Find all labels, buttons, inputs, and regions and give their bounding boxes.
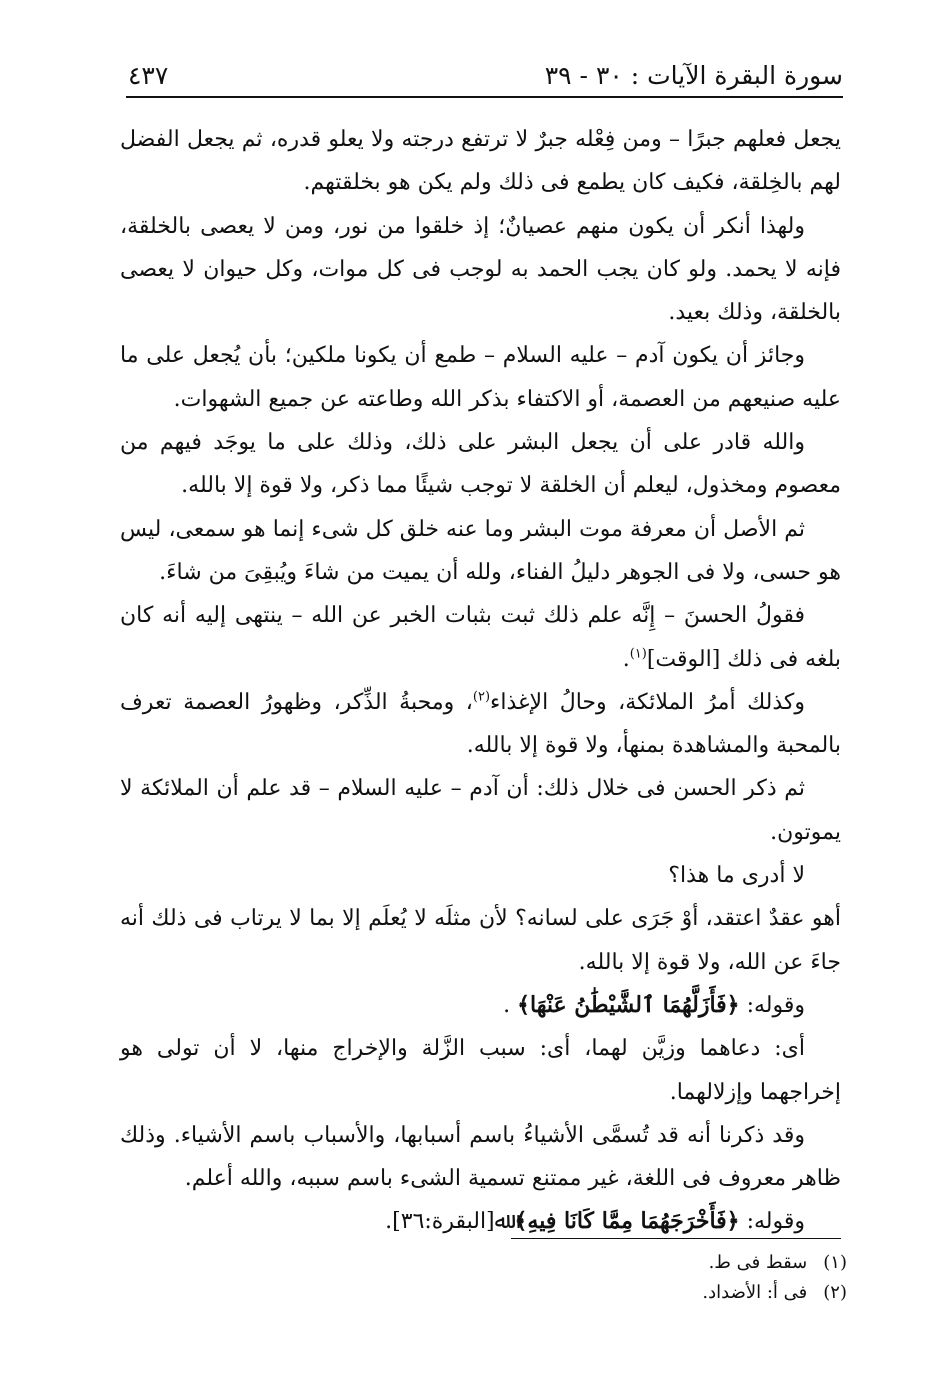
footnote	[400, 1248, 847, 1278]
footnote-text: سقط فى ط.	[708, 1252, 808, 1273]
paragraph-text: وقوله:	[739, 992, 805, 1018]
footnotes	[400, 1248, 847, 1308]
footnote-reference[interactable]: (١)	[629, 646, 647, 662]
running-title: سورة البقرة الآيات : ٣٠ - ٣٩	[544, 61, 843, 90]
paragraph-text: فقولُ الحسنَ – إِنَّه علم ذلك ثبت بثبات الخبر عن الله – ينتهى إليه أنه كان بلغه فى ذلك [الوقت]	[120, 603, 841, 672]
verse-citation: ﷲ[البقرة:٣٦].	[385, 1209, 515, 1235]
paragraph: وقد ذكرنا أنه قد تُسمَّى الأشياءُ باسم أسبابها، والأسباب باسم الأشياء. وذلك ظاهر معروف فى اللغة، غير ممتنع تسمية الشىء باسم سببه، والله أعلم.	[120, 1122, 841, 1192]
footnote-reference[interactable]: (٢)	[472, 689, 491, 705]
header-rule	[126, 96, 843, 98]
paragraph-text: وكذلك أمرُ الملائكة، وحالُ الإغذاء	[490, 689, 805, 715]
footnote-text: فى أ: الأضداد.	[702, 1282, 808, 1303]
paragraph: أهو عقدٌ اعتقد، أوْ جَرَى على لسانه؟ لأن مثلَه لا يُعلَم إلا بما لا يرتاب فى ذلك أنه جاءَ عن الله، ولا قوة إلا بالله.	[120, 906, 841, 975]
paragraph-text: .	[622, 646, 630, 672]
paragraph: ثم الأصل أن معرفة موت البشر وما عنه خلق كل شىء إنما هو سمعى، ليس هو حسى، ولا فى الجوهر دليلُ الفناء، ولله أن يميت من شاءَ ويُبقِىَ من شاءَ.	[120, 516, 841, 585]
running-header	[128, 54, 843, 94]
quran-verse: ﴿فَأَزَلَّهُمَا ٱلشَّيْطَٰنُ عَنْهَا﴾	[517, 991, 740, 1018]
paragraph: وجائز أن يكون آدم – عليه السلام – طمع أن يكونا ملكين؛ بأن يُجعل على ما عليه صنيعهم من العصمة، أو الاكتفاء بذكر الله وطاعته عن جميع الشهوات.	[120, 343, 841, 412]
paragraph-text: ، ومحبةُ الذِّكر، وظهورُ العصمة تعرف بالمحبة والمشاهدة بمنهأ، ولا قوة إلا بالله.	[120, 689, 841, 759]
footnote-rule	[511, 1238, 841, 1239]
paragraph: لا أدرى ما هذا؟	[668, 863, 805, 889]
page-number: ٤٣٧	[128, 61, 169, 90]
footnote-number: (١)	[823, 1252, 847, 1273]
paragraph: والله قادر على أن يجعل البشر على ذلك، وذلك على ما يوجَد فيهم من معصوم ومخذول، ليعلم أن الخلقة لا توجب شيئًا مما ذكر، ولا قوة إلا بالله.	[120, 430, 841, 499]
paragraph-text: وقوله:	[739, 1209, 805, 1235]
paragraph	[120, 594, 841, 681]
paragraph	[120, 681, 841, 768]
body-text	[120, 118, 841, 1244]
footnote	[400, 1278, 847, 1308]
paragraph: ولهذا أنكر أن يكون منهم عصيانٌ؛ إذ خلقوا من نور، ومن لا يعصى بالخلقة، فإنه لا يحمد. ولو كان يجب الحمد به لوجب فى كل موات، وكل حيوان لا يعصى بالخلقة، وذلك بعيد.	[120, 213, 841, 326]
paragraph: ثم ذكر الحسن فى خلال ذلك: أن آدم – عليه السلام – قد علم أن الملائكة لا يموتون.	[120, 776, 841, 845]
paragraph: أى: دعاهما وزيَّن لهما، أى: سبب الزَّلة والإخراج منها، لا أن تولى هو إخراجهما وإزلالهما.	[120, 1036, 841, 1105]
quran-verse: ﴿فَأَخْرَجَهُمَا مِمَّا كَانَا فِيهِ﴾	[514, 1208, 740, 1235]
footnote-number: (٢)	[823, 1282, 847, 1303]
paragraph	[120, 984, 841, 1027]
paragraph-text: .	[503, 992, 518, 1018]
paragraph: يجعل فعلهم جبرًا – ومن فِعْله جبرٌ لا ترتفع درجته ولا يعلو قدره، ثم يجعل الفضل لهم بالخِلقة، فكيف كان يطمع فى ذلك ولم يكن هو بخلقتهم.	[120, 127, 842, 196]
